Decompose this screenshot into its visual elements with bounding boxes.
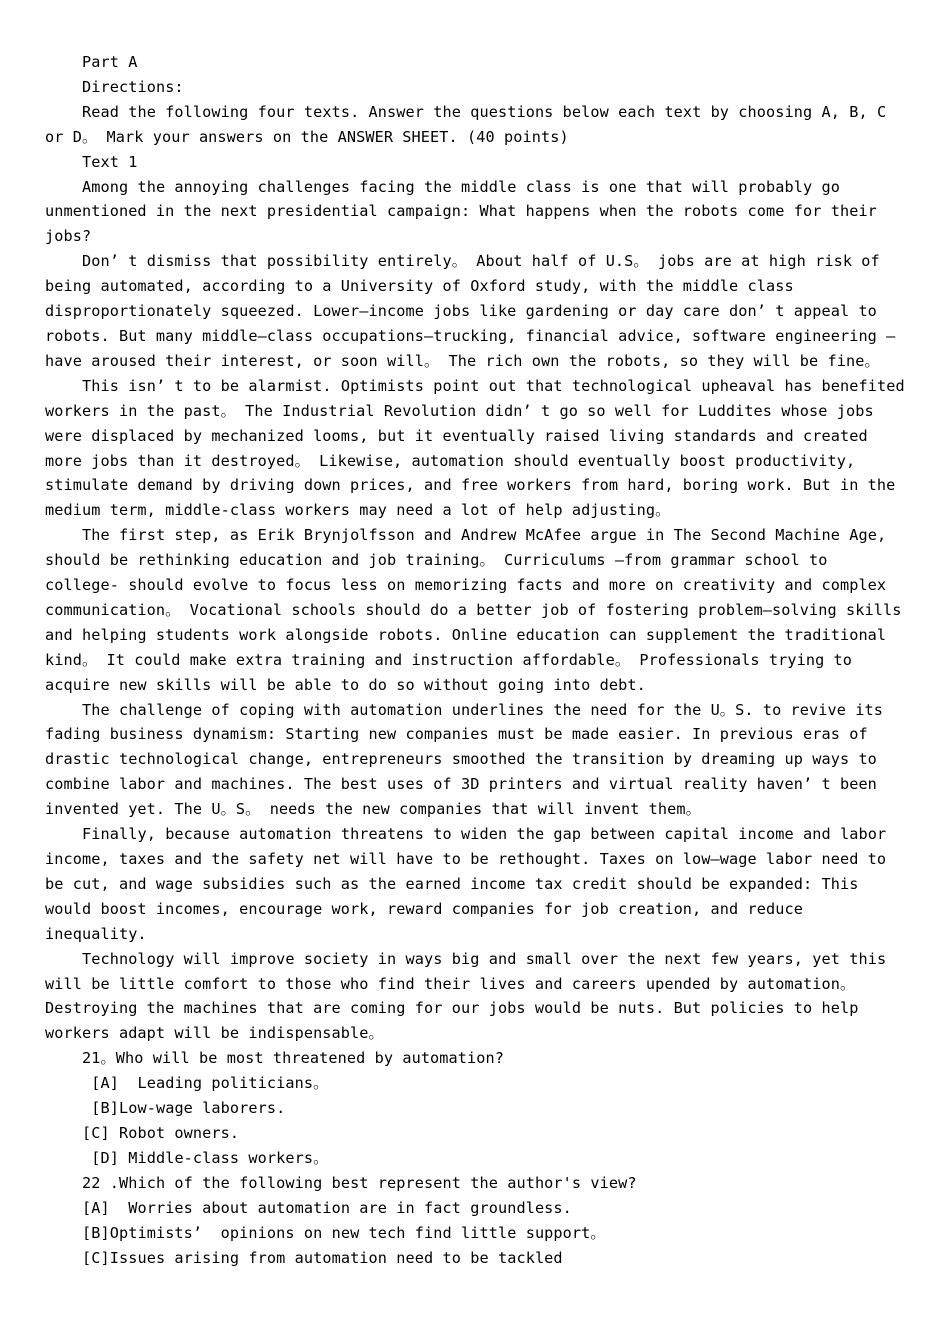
paragraph: Don’ t dismiss that possibility entirely。 About half of U.S。 jobs are at high risk of being automated, according to a University of Oxford study, with the middle class disproportionately squeezed. Lower—income jobs like gardening or day care don’ t appeal to robots. But many middle—class occupations—trucking, financial advice, software engineering — have aroused their interest, or soon will。 The rich own the robots, so they will be fine。: [45, 252, 896, 370]
question-option: [A] Worries about automation are in fact groundless.: [82, 1198, 572, 1217]
question-option: [A] Leading politicians。: [82, 1074, 329, 1093]
paragraph: The first step, as Erik Brynjolfsson and Andrew McAfee argue in The Second Machine Age, should be rethinking education and job training。 Curriculums —from grammar school to college- should evolve to focus less on memorizing facts and more on creativity and complex communication。 Vocational schools should do a better job of fostering problem—solving skills and helping students work alongside robots. Online education can supplement the traditional kind。 It could make extra training and instruction affordable。 Professionals trying to acquire new skills will be able to do so without going into debt.: [45, 526, 902, 694]
question-stem: 21。Who will be most threatened by automation?: [82, 1049, 505, 1068]
question-option: [D] Middle-class workers。: [82, 1148, 329, 1167]
question-option: [B]Optimists’ opinions on new tech find little support。: [82, 1223, 606, 1242]
paragraph: Finally, because automation threatens to widen the gap between capital income and labor income, taxes and the safety net will have to be rethought. Taxes on low—wage labor need to be cut, and wage subsidies such as the earned income tax credit should be expanded: This would boost incomes, encourage work, reward companies for job creation, and reduce inequality.: [45, 825, 887, 943]
question-option: [C] Robot owners.: [82, 1123, 240, 1142]
question-option: [C]Issues arising from automation need to be tackled: [82, 1248, 563, 1267]
paragraph: This isn’ t to be alarmist. Optimists point out that technological upheaval has benefited workers in the past。 The Industrial Revolution didn’ t go so well for Luddites whose jobs were displaced by mechanized looms, but it eventually raised living standards and created more jobs than it destroyed。 Likewise, automation should eventually boost productivity, stimulate demand by driving down prices, and free workers from hard, boring work. But in the medium term, middle-class workers may need a lot of help adjusting。: [45, 376, 905, 520]
part-heading: Part A: [82, 53, 138, 71]
paragraph: Technology will improve society in ways big and small over the next few years, yet this will be little comfort to those who find their lives and careers upended by automation。 Destroying the machines that are coming for our jobs would be nuts. But policies to help workers adapt will be indispensable。: [45, 949, 887, 1043]
document-page: [45, 50, 905, 1270]
question-option: [B]Low-wage laborers.: [82, 1099, 286, 1118]
paragraph: Among the annoying challenges facing the middle class is one that will probably go unmentioned in the next presidential campaign: What happens when the robots come for their jobs?: [45, 177, 877, 246]
directions-label: Directions:: [82, 77, 184, 96]
question-stem: 22 .Which of the following best represent the author's view?: [82, 1173, 637, 1192]
text-title: Text 1: [82, 152, 138, 171]
paragraph: The challenge of coping with automation underlines the need for the U。S. to revive its fading business dynamism: Starting new companies must be made easier. In previous eras of drastic technological change, entrepreneurs smoothed the transition by dreaming up ways to combine labor and machines. The best uses of 3D printers and virtual reality haven’ t been invented yet. The U。S。 needs the new companies that will invent them。: [45, 700, 883, 819]
directions-text: Read the following four texts. Answer the questions below each text by choosing A, B, C or D。 Mark your answers on the ANSWER SHEET. (40 points): [45, 102, 887, 146]
